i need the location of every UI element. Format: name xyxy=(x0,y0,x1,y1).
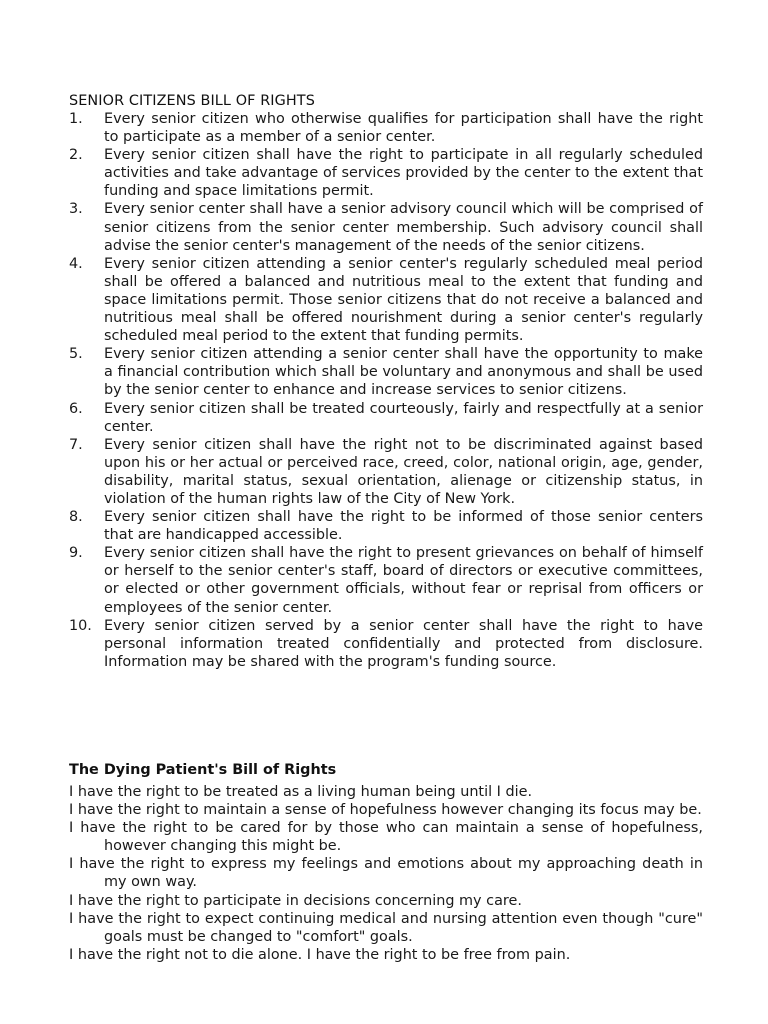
senior-right-item xyxy=(69,617,703,671)
item-number: 6. xyxy=(69,400,83,417)
senior-citizens-section xyxy=(69,92,703,671)
dying-right-item: I have the right to be cared for by those who can maintain a sense of hopefulness, however changing this might be. xyxy=(69,820,703,855)
senior-right-item xyxy=(69,544,703,616)
dying-right-item: I have the right to participate in decisions concerning my care. xyxy=(69,892,522,909)
item-text: Every senior citizen attending a senior center shall have the opportunity to make a financial contribution which shall be voluntary and anonymous and shall be used by the senior center to enhance and increase services to senior citizens. xyxy=(104,346,703,399)
item-number: 2. xyxy=(69,147,83,164)
item-text: Every senior citizen shall have the right to be informed of those senior centers that are handicapped accessible. xyxy=(104,509,703,544)
item-number: 4. xyxy=(69,255,83,272)
dying-right-item: I have the right to expect continuing medical and nursing attention even though "cure" goals must be changed to "comfort" goals. xyxy=(69,910,703,945)
senior-right-item xyxy=(69,400,703,436)
dying-right-item: I have the right to express my feelings and emotions about my approaching death in my own way. xyxy=(69,856,703,891)
item-text: Every senior citizen attending a senior center's regularly scheduled meal period shall be offered a balanced and nutritious meal to the extent that funding and space limitations permit. Those senior citizens that do not receive a balanced and nutritious meal shall be offered nourishment during a senior center's regularly scheduled meal period to the extent that funding permits. xyxy=(104,255,703,345)
item-text: Every senior citizen who otherwise qualifies for participation shall have the right to participate as a member of a senior center. xyxy=(104,111,703,146)
item-number: 5. xyxy=(69,346,83,363)
item-number: 10. xyxy=(69,617,92,634)
dying-right-item: I have the right to be treated as a living human being until I die. xyxy=(69,784,533,800)
senior-right-item xyxy=(69,200,703,254)
item-text: Every senior citizen served by a senior center shall have the right to have personal information treated confidentially and protected from disclosure. Information may be shared with the program's funding source. xyxy=(104,617,703,670)
dying-patient-section xyxy=(69,761,703,964)
senior-right-item xyxy=(69,508,703,544)
item-text: Every senior center shall have a senior advisory council which will be comprised of senior citizens from the senior center membership. Such advisory council shall advise the senior center's management of the needs of the senior citizens. xyxy=(104,201,703,254)
dying-right-item: I have the right not to die alone. I have the right to be free from pain. xyxy=(69,946,571,963)
senior-right-item xyxy=(69,436,703,508)
item-number: 9. xyxy=(69,545,83,562)
dying-right-item: I have the right to maintain a sense of hopefulness however changing its focus may be. xyxy=(69,802,702,819)
senior-right-item xyxy=(69,146,703,200)
dying-rights-list xyxy=(69,783,703,964)
senior-bill-title: SENIOR CITIZENS BILL OF RIGHTS xyxy=(69,93,315,109)
senior-right-item xyxy=(69,255,703,345)
item-text: Every senior citizen shall have the right to present grievances on behalf of himself or herself to the senior center's staff, board of directors or executive committees, or elected or other government officials, without fear or reprisal from officers or employees of the senior center. xyxy=(104,545,703,616)
senior-rights-list xyxy=(69,110,703,671)
item-text: Every senior citizen shall have the right to participate in all regularly scheduled activities and take advantage of services provided by the center to the extent that funding and space limitations permit. xyxy=(104,147,703,200)
item-number: 8. xyxy=(69,509,83,526)
item-number: 7. xyxy=(69,436,83,453)
senior-right-item xyxy=(69,110,703,146)
dying-bill-title: The Dying Patient's Bill of Rights xyxy=(69,762,337,778)
item-text: Every senior citizen shall have the right not to be discriminated against based upon his or her actual or perceived race, creed, color, national origin, age, gender, disability, marital status, sexual orientation, alienage or citizenship status, in violation of the human rights law of the City of New York. xyxy=(104,436,703,507)
item-number: 3. xyxy=(69,201,83,218)
senior-right-item xyxy=(69,345,703,399)
item-number: 1. xyxy=(69,111,83,127)
item-text: Every senior citizen shall be treated courteously, fairly and respectfully at a senior center. xyxy=(104,400,703,435)
